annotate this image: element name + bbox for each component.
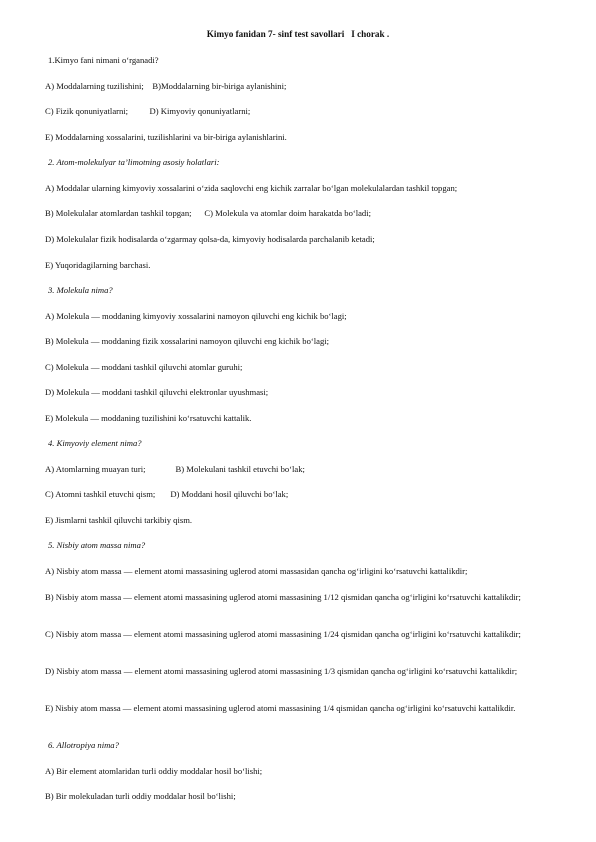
q1-option-line-3: E) Moddalarning xossalarini, tuzilishlarini va bir-biriga aylanishlarini.	[45, 132, 287, 142]
q2-option-line-2: B) Molekulalar atomlardan tashkil topgan; C) Molekula va atomlar doim harakatda bo‘ladi;	[45, 208, 371, 218]
question-3: 3. Molekula nima?	[48, 285, 113, 295]
question-4: 4. Kimyoviy element nima?	[48, 438, 142, 448]
q5-option-e: E) Nisbiy atom massa — element atomi massasining uglerod atomi massasining 1/4 qismidan qancha og‘irligini ko‘rsatuvchi kattalikdir.	[45, 703, 516, 713]
q2-option-line-4: E) Yuqoridagilarning barchasi.	[45, 260, 151, 270]
q3-option-line-3: C) Molekula — moddani tashkil qiluvchi atomlar guruhi;	[45, 362, 243, 372]
q4-option-line-1: A) Atomlarning muayan turi; B) Molekulani tashkil etuvchi bo‘lak;	[45, 464, 305, 474]
q1-option-line-1: A) Moddalarning tuzilishini; B)Moddalarning bir-biriga aylanishini;	[45, 81, 287, 91]
q6-option-line-1: A) Bir element atomlaridan turli oddiy moddalar hosil bo‘lishi;	[45, 766, 263, 776]
q5-option-b: B) Nisbiy atom massa — element atomi massasining uglerod atomi massasining 1/12 qismidan qancha og‘irligini ko‘rsatuvchi kattalikdir;	[45, 592, 521, 602]
page-title: Kimyo fanidan 7- sinf test savollari I chorak .	[206, 29, 390, 39]
question-6: 6. Allotropiya nima?	[48, 740, 119, 750]
q3-option-line-2: B) Molekula — moddaning fizik xossalarini namoyon qiluvchi eng kichik bo‘lagi;	[45, 336, 330, 346]
q2-option-line-3: D) Molekulalar fizik hodisalarda o‘zgarmay qolsa-da, kimyoviy hodisalarda parchalanib ketadi;	[45, 234, 375, 244]
q3-option-line-1: A) Molekula — moddaning kimyoviy xossalarini namoyon qiluvchi eng kichik bo‘lagi;	[45, 311, 347, 321]
q5-option-d: D) Nisbiy atom massa — element atomi massasining uglerod atomi massasining 1/3 qismidan qancha og‘irligini ko‘rsatuvchi kattalikdir;	[45, 666, 518, 676]
q6-option-line-2: B) Bir molekuladan turli oddiy moddalar hosil bo‘lishi;	[45, 791, 236, 801]
question-2: 2. Atom-molekulyar ta’limotning asosiy holatlari:	[48, 157, 220, 167]
q1-option-line-2: C) Fizik qonuniyatlarni; D) Kimyoviy qonuniyatlarni;	[45, 106, 251, 116]
q2-option-line-1: A) Moddalar ularning kimyoviy xossalarini o‘zida saqlovchi eng kichik zarralar bo‘lgan molekulalardan tashkil topgan;	[45, 183, 458, 193]
question-5: 5. Nisbiy atom massa nima?	[48, 540, 146, 550]
q4-option-line-3: E) Jismlarni tashkil qiluvchi tarkibiy qism.	[45, 515, 193, 525]
q4-option-line-2: C) Atomni tashkil etuvchi qism; D) Moddani hosil qiluvchi bo‘lak;	[45, 489, 289, 499]
q5-option-a: A) Nisbiy atom massa — element atomi massasining uglerod atomi massasidan qancha og‘irligini ko‘rsatuvchi kattalikdir;	[45, 566, 468, 576]
q5-option-c: C) Nisbiy atom massa — element atomi massasining uglerod atomi massasining 1/24 qismidan qancha og‘irligini ko‘rsatuvchi kattalikdir;	[45, 629, 521, 639]
question-1: 1.Kimyo fani nimani o‘rganadi?	[48, 55, 159, 65]
q3-option-line-5: E) Molekula — moddaning tuzilishini ko‘rsatuvchi kattalik.	[45, 413, 252, 423]
q3-option-line-4: D) Molekula — moddani tashkil qiluvchi elektronlar uyushmasi;	[45, 387, 269, 397]
